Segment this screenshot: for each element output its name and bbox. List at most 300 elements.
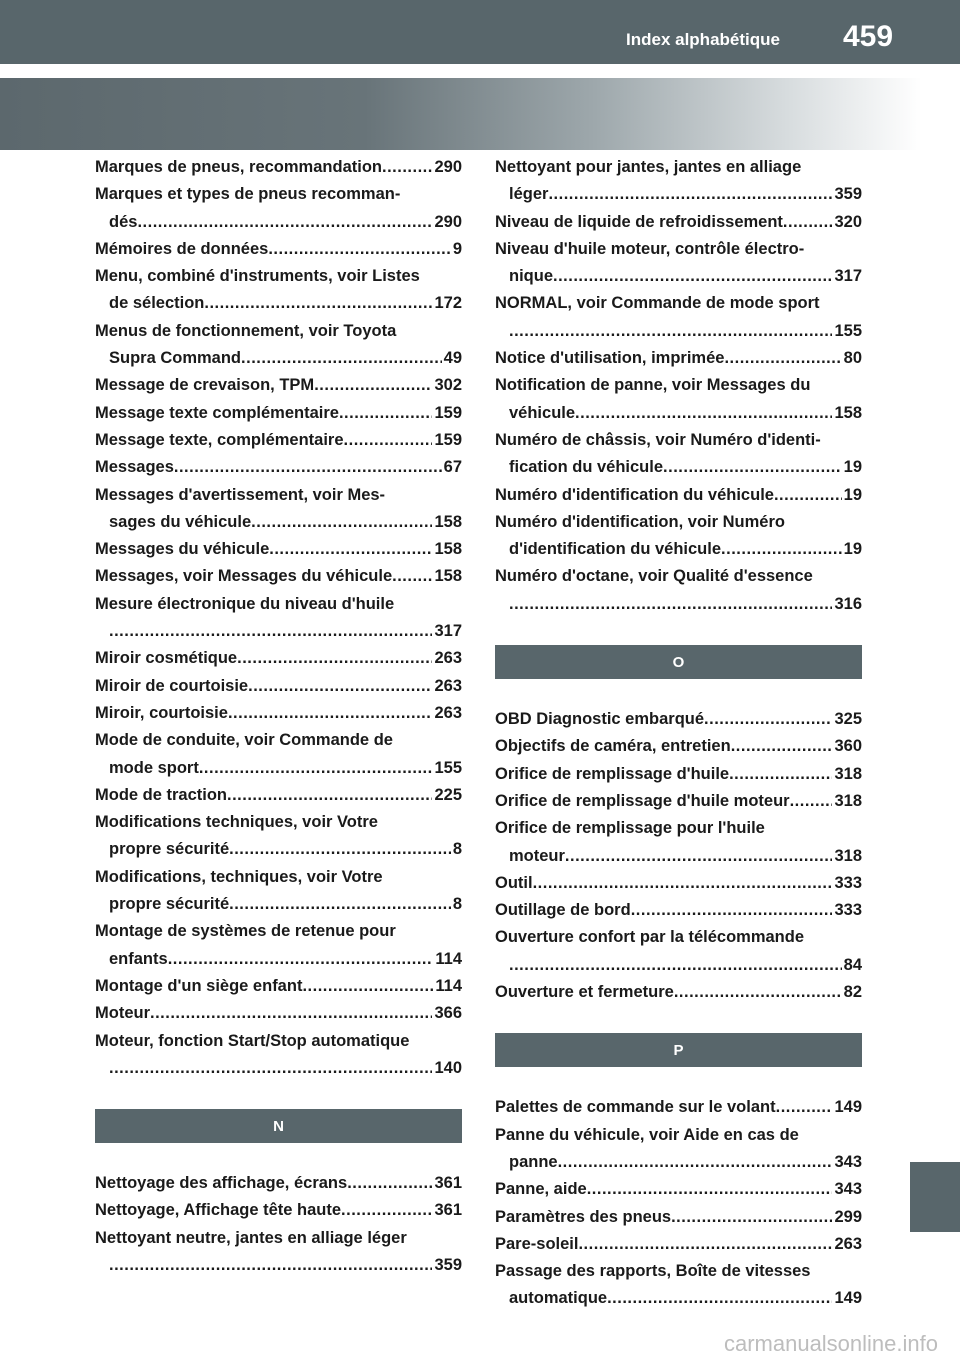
leader-dots: [269, 536, 432, 563]
index-entry: [95, 1028, 462, 1083]
entry-line: [95, 645, 462, 672]
entry-line: [95, 563, 462, 590]
entry-line: [95, 809, 462, 836]
entry-line: [95, 973, 462, 1000]
entry-line: [95, 918, 462, 945]
entry-page-number: 290: [434, 158, 462, 176]
entry-term: Notice d'utilisation, imprimée: [495, 349, 725, 368]
entry-line: [495, 897, 862, 924]
entry-term: Miroir, courtoisie: [95, 703, 228, 722]
leader-dots: [731, 733, 833, 760]
entry-term: Orifice de remplissage d'huile moteur: [495, 791, 790, 810]
entry-term: Objectifs de caméra, entretien: [495, 737, 731, 756]
entry-term: Messages d'avertissement, voir Mes-: [95, 485, 386, 504]
entry-page-number: 140: [434, 1058, 462, 1077]
entry-line: [495, 1258, 862, 1285]
leader-dots: [109, 618, 432, 645]
entry-term: enfants: [109, 949, 168, 968]
entry-term: Ouverture confort par la télécommande: [495, 928, 804, 947]
leader-dots: [558, 1149, 833, 1176]
entry-line: [95, 700, 462, 727]
decorative-gradient-band: [0, 78, 960, 150]
entry-page-number: 318: [834, 846, 862, 865]
entry-line: [495, 952, 862, 979]
entry-page-number: 333: [834, 901, 862, 920]
index-entry: [495, 1231, 862, 1258]
leader-dots: [587, 1176, 833, 1203]
entry-term: Panne du véhicule, voir Aide en cas de: [495, 1125, 799, 1144]
leader-dots: [248, 673, 432, 700]
entry-page-number: 158: [434, 567, 462, 586]
entry-line: [95, 1252, 462, 1279]
index-entry: [95, 918, 462, 973]
entry-term: Messages: [95, 458, 174, 477]
entry-page-number: 155: [834, 321, 862, 340]
index-entry: [495, 372, 862, 427]
index-entry: [95, 1197, 462, 1224]
entry-term: Message texte complémentaire: [95, 403, 339, 422]
entry-line: [95, 536, 462, 563]
entry-line: [495, 290, 862, 317]
leader-dots: [553, 263, 832, 290]
leader-dots: [533, 870, 833, 897]
index-entry: [495, 345, 862, 372]
index-entry: [495, 154, 862, 209]
entry-page-number: 225: [434, 785, 462, 804]
entry-term: Nettoyant neutre, jantes en alliage léger: [95, 1228, 407, 1247]
index-entry: [95, 973, 462, 1000]
section-thumb-tab: [910, 1162, 960, 1232]
section-header-n: N: [95, 1109, 462, 1143]
entry-line: [495, 318, 862, 345]
index-entry: [495, 209, 862, 236]
entry-line: [495, 400, 862, 427]
leader-dots: [137, 209, 432, 236]
entry-term: léger: [509, 185, 549, 204]
entry-term: Marques et types de pneus recomman-: [95, 185, 401, 204]
entry-term: Mémoires de données: [95, 239, 269, 258]
index-entry: [495, 733, 862, 760]
index-entry: [95, 645, 462, 672]
entry-page-number: 172: [434, 294, 462, 313]
leader-dots: [509, 318, 832, 345]
index-entry: [495, 1204, 862, 1231]
entry-page-number: 158: [434, 540, 462, 559]
entry-page-number: 361: [434, 1174, 462, 1193]
entry-line: [495, 788, 862, 815]
leader-dots: [674, 979, 842, 1006]
entry-line: [495, 427, 862, 454]
leader-dots: [548, 181, 832, 208]
entry-term: Nettoyage, Affichage tête haute: [95, 1201, 342, 1220]
entry-line: [495, 1094, 862, 1121]
leader-dots: [704, 706, 832, 733]
leader-dots: [251, 509, 432, 536]
leader-dots: [268, 236, 451, 263]
index-entry: [495, 1176, 862, 1203]
leader-dots: [347, 1170, 432, 1197]
leader-dots: [774, 482, 842, 509]
entry-line: [495, 979, 862, 1006]
entry-term: d'identification du véhicule: [509, 540, 722, 559]
index-entry: [95, 427, 462, 454]
entry-term: sages du véhicule: [109, 512, 252, 531]
entry-line: [495, 236, 862, 263]
entry-line: [495, 563, 862, 590]
entry-line: [495, 263, 862, 290]
entry-page-number: 8: [452, 840, 462, 859]
entry-term: Nettoyant pour jantes, jantes en alliage: [495, 158, 802, 176]
entry-term: Mode de conduite, voir Commande de: [95, 731, 393, 750]
entry-term: panne: [509, 1152, 558, 1171]
index-entry: [495, 761, 862, 788]
index-entry: [95, 1170, 462, 1197]
entry-line: [95, 891, 462, 918]
entry-page-number: 333: [834, 873, 862, 892]
entry-line: [95, 263, 462, 290]
entry-line: [495, 761, 862, 788]
entry-term: OBD Diagnostic embarqué: [495, 710, 705, 729]
index-entry: [95, 181, 462, 236]
entry-line: [95, 400, 462, 427]
index-entry: [95, 700, 462, 727]
entry-term: Numéro d'identification, voir Numéro: [495, 512, 785, 531]
entry-line: [495, 536, 862, 563]
leader-dots: [783, 209, 833, 236]
index-entry: [495, 482, 862, 509]
leader-dots: [229, 836, 451, 863]
leader-dots: [109, 1055, 432, 1082]
entry-line: [495, 1122, 862, 1149]
entry-page-number: 320: [834, 212, 862, 231]
entry-line: [95, 1000, 462, 1027]
leader-dots: [228, 700, 433, 727]
entry-line: [495, 454, 862, 481]
entry-line: [95, 1170, 462, 1197]
index-entry: [495, 1258, 862, 1313]
leader-dots: [314, 372, 432, 399]
index-entry: [495, 815, 862, 870]
entry-line: [495, 1149, 862, 1176]
entry-line: [95, 591, 462, 618]
leader-dots: [509, 952, 842, 979]
entry-term: automatique: [509, 1289, 608, 1308]
entry-line: [495, 509, 862, 536]
entry-list: [495, 154, 862, 618]
entry-term: Miroir de courtoisie: [95, 676, 249, 695]
leader-dots: [565, 843, 833, 870]
index-entry: [495, 924, 862, 979]
leader-dots: [729, 761, 832, 788]
leader-dots: [607, 1285, 832, 1312]
entry-line: [95, 454, 462, 481]
entry-page-number: 19: [843, 485, 862, 504]
index-entry: [95, 591, 462, 646]
entry-line: [495, 733, 862, 760]
entry-page-number: 263: [834, 1234, 862, 1253]
entry-term: Ouverture et fermeture: [495, 983, 674, 1002]
leader-dots: [109, 1252, 432, 1279]
entry-page-number: 263: [434, 649, 462, 668]
entry-line: [495, 591, 862, 618]
section-header-o: O: [495, 645, 862, 679]
entry-line: [95, 836, 462, 863]
entry-page-number: 158: [834, 403, 862, 422]
leader-dots: [204, 290, 432, 317]
index-entry: [95, 236, 462, 263]
entry-page-number: 263: [434, 703, 462, 722]
entry-line: [95, 154, 462, 181]
entry-term: Nettoyage des affichage, écrans: [95, 1174, 348, 1193]
entry-line: [95, 946, 462, 973]
entry-line: [95, 290, 462, 317]
leader-dots: [631, 897, 833, 924]
entry-line: [95, 1197, 462, 1224]
leader-dots: [229, 891, 451, 918]
entry-page-number: 299: [834, 1207, 862, 1226]
entry-term: Passage des rapports, Boîte de vitesses: [495, 1262, 811, 1281]
entry-term: Modifications techniques, voir Votre: [95, 813, 378, 832]
entry-line: [495, 1176, 862, 1203]
entry-page-number: 158: [434, 512, 462, 531]
index-entry: [495, 1122, 862, 1177]
entry-page-number: 9: [452, 239, 462, 258]
entry-line: [495, 843, 862, 870]
entry-term: véhicule: [509, 403, 576, 422]
leader-dots: [199, 755, 433, 782]
watermark: carmanualsonline.info: [723, 1331, 938, 1356]
entry-page-number: 114: [435, 976, 462, 995]
index-column-left: [95, 154, 462, 1279]
entry-line: [495, 482, 862, 509]
index-entry: [95, 782, 462, 809]
entry-list: [95, 1170, 462, 1279]
leader-dots: [339, 400, 433, 427]
entry-page-number: 155: [434, 758, 462, 777]
entry-term: Messages du véhicule: [95, 540, 270, 559]
entry-line: [495, 1204, 862, 1231]
leader-dots: [509, 591, 832, 618]
entry-line: [95, 372, 462, 399]
index-entry: [95, 318, 462, 373]
entry-term: Numéro de châssis, voir Numéro d'identi-: [495, 430, 821, 449]
entry-term: propre sécurité: [109, 840, 230, 859]
entry-term: Montage d'un siège enfant: [95, 976, 303, 995]
entry-page-number: 84: [843, 955, 862, 974]
leader-dots: [241, 345, 442, 372]
leader-dots: [150, 1000, 432, 1027]
entry-term: Orifice de remplissage pour l'huile: [495, 819, 765, 838]
index-entry: [95, 454, 462, 481]
page-number: 459: [843, 20, 894, 53]
index-entry: [495, 509, 862, 564]
entry-page-number: 159: [434, 430, 462, 449]
index-entry: [495, 290, 862, 345]
entry-line: [95, 482, 462, 509]
leader-dots: [302, 973, 433, 1000]
header-band: [0, 0, 960, 64]
entry-page-number: 149: [834, 1289, 862, 1308]
entry-term: Mesure électronique du niveau d'huile: [95, 594, 395, 613]
leader-dots: [168, 946, 434, 973]
entry-term: Niveau de liquide de refroidissement: [495, 212, 783, 231]
entry-term: Notification de panne, voir Messages du: [495, 376, 811, 395]
entry-line: [95, 782, 462, 809]
entry-line: [95, 1225, 462, 1252]
entry-term: Menu, combiné d'instruments, voir Listes: [95, 267, 420, 286]
entry-line: [95, 727, 462, 754]
entry-term: Message texte, complémentaire: [95, 430, 344, 449]
leader-dots: [790, 788, 833, 815]
index-entry: [95, 727, 462, 782]
leader-dots: [392, 563, 432, 590]
leader-dots: [578, 1231, 832, 1258]
entry-page-number: 360: [834, 737, 862, 756]
entry-term: Supra Command: [109, 349, 242, 368]
entry-line: [95, 673, 462, 700]
entry-line: [495, 181, 862, 208]
entry-term: NORMAL, voir Commande de mode sport: [495, 294, 820, 313]
entry-term: Outil: [495, 873, 533, 892]
section-header-p: P: [495, 1033, 862, 1067]
leader-dots: [575, 400, 832, 427]
entry-term: Pare-soleil: [495, 1234, 579, 1253]
entry-line: [495, 345, 862, 372]
index-entry: [495, 979, 862, 1006]
entry-term: Miroir cosmétique: [95, 649, 238, 668]
index-entry: [95, 263, 462, 318]
index-entry: [495, 427, 862, 482]
index-entry: [495, 706, 862, 733]
entry-page-number: 343: [834, 1180, 862, 1199]
leader-dots: [227, 782, 432, 809]
entry-line: [495, 815, 862, 842]
entry-page-number: 325: [834, 710, 862, 729]
entry-line: [95, 236, 462, 263]
entry-term: Messages, voir Messages du véhicule: [95, 567, 393, 586]
leader-dots: [671, 1204, 832, 1231]
entry-term: Menus de fonctionnement, voir Toyota: [95, 321, 397, 340]
entry-term: Numéro d'octane, voir Qualité d'essence: [495, 567, 813, 586]
entry-line: [495, 1285, 862, 1312]
entry-page-number: 359: [834, 185, 862, 204]
index-entry: [95, 809, 462, 864]
index-entry: [95, 1225, 462, 1280]
leader-dots: [341, 1197, 432, 1224]
entry-line: [495, 154, 862, 181]
entry-term: Montage de systèmes de retenue pour: [95, 922, 396, 941]
entry-line: [95, 181, 462, 208]
entry-term: Numéro d'identification du véhicule: [495, 485, 774, 504]
entry-term: Marques de pneus, recommandation: [95, 158, 382, 176]
entry-page-number: 114: [435, 949, 462, 968]
entry-line: [95, 318, 462, 345]
index-entry: [95, 536, 462, 563]
entry-line: [495, 870, 862, 897]
index-entry: [495, 236, 862, 291]
entry-line: [495, 706, 862, 733]
entry-page-number: 149: [834, 1098, 862, 1117]
index-entry: [495, 897, 862, 924]
entry-line: [95, 864, 462, 891]
header-title: Index alphabétique: [626, 30, 780, 49]
index-entry: [95, 372, 462, 399]
entry-line: [495, 372, 862, 399]
entry-page-number: 82: [843, 983, 862, 1002]
leader-dots: [776, 1094, 833, 1121]
entry-term: fication du véhicule: [509, 458, 664, 477]
entry-page-number: 80: [843, 349, 862, 368]
index-entry: [495, 788, 862, 815]
index-entry: [495, 870, 862, 897]
leader-dots: [344, 427, 433, 454]
index-entry: [495, 1094, 862, 1121]
entry-page-number: 317: [434, 622, 462, 641]
entry-page-number: 263: [434, 676, 462, 695]
entry-page-number: 359: [434, 1255, 462, 1274]
leader-dots: [382, 154, 432, 181]
leader-dots: [663, 454, 842, 481]
entry-page-number: 290: [434, 212, 462, 231]
entry-term: mode sport: [109, 758, 199, 777]
entry-term: Modifications, techniques, voir Votre: [95, 867, 383, 886]
entry-term: nique: [509, 267, 553, 286]
entry-term: Moteur, fonction Start/Stop automatique: [95, 1031, 410, 1050]
entry-list: [95, 154, 462, 1082]
entry-term: dés: [109, 212, 138, 231]
entry-line: [95, 755, 462, 782]
entry-line: [495, 209, 862, 236]
index-entry: [95, 1000, 462, 1027]
entry-page-number: 302: [434, 376, 462, 395]
leader-dots: [721, 536, 842, 563]
entry-page-number: 19: [843, 540, 862, 559]
leader-dots: [174, 454, 442, 481]
entry-page-number: 8: [452, 895, 462, 914]
entry-list: [495, 706, 862, 1006]
entry-line: [95, 1055, 462, 1082]
entry-page-number: 19: [843, 458, 862, 477]
entry-line: [95, 618, 462, 645]
entry-line: [95, 209, 462, 236]
index-column-right: [495, 154, 862, 1313]
entry-term: Moteur: [95, 1004, 150, 1023]
entry-term: Palettes de commande sur le volant: [495, 1098, 776, 1117]
entry-page-number: 366: [434, 1004, 462, 1023]
index-entry: [95, 400, 462, 427]
index-entry: [95, 563, 462, 590]
entry-line: [495, 924, 862, 951]
entry-term: propre sécurité: [109, 895, 230, 914]
entry-list: [495, 1094, 862, 1312]
entry-page-number: 316: [834, 594, 862, 613]
leader-dots: [237, 645, 432, 672]
entry-term: Outillage de bord: [495, 901, 631, 920]
entry-line: [495, 1231, 862, 1258]
entry-term: Orifice de remplissage d'huile: [495, 764, 730, 783]
entry-term: Paramètres des pneus: [495, 1207, 672, 1226]
entry-term: moteur: [509, 846, 565, 865]
index-entry: [95, 673, 462, 700]
entry-line: [95, 509, 462, 536]
leader-dots: [724, 345, 841, 372]
entry-term: Niveau d'huile moteur, contrôle électro-: [495, 239, 805, 258]
index-entry: [495, 563, 862, 618]
entry-term: Message de crevaison, TPM: [95, 376, 315, 395]
entry-page-number: 49: [443, 349, 462, 368]
entry-page-number: 67: [443, 458, 462, 477]
index-entry: [95, 864, 462, 919]
